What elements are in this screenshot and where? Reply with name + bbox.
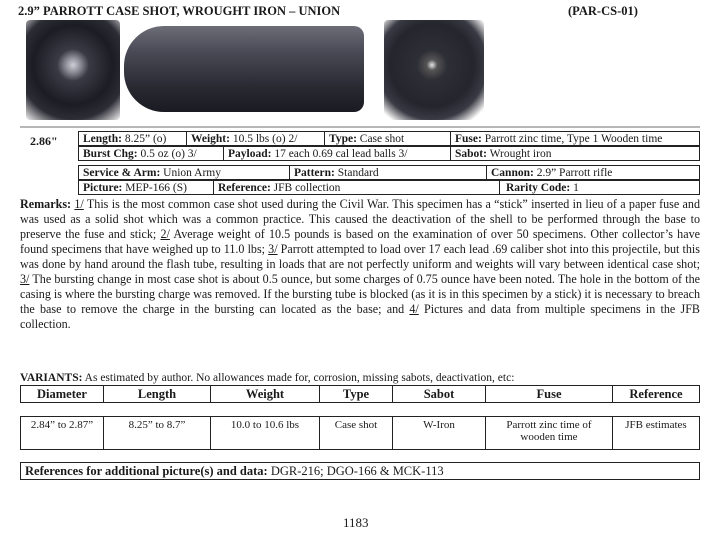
header-reference: Reference <box>613 386 700 403</box>
burst-value: 0.5 oz (o) 3/ <box>140 148 197 160</box>
reference-cell <box>213 180 500 195</box>
picture-cell <box>78 180 214 195</box>
sabot-cell <box>450 146 700 161</box>
shell-base-photo <box>26 20 120 120</box>
cannon-cell <box>486 165 700 180</box>
weight-cell <box>186 131 325 146</box>
type-cell <box>324 131 451 146</box>
header-length: Length <box>104 386 211 403</box>
table-row <box>21 417 700 450</box>
remarks-text-2: Average weight of 10.5 pounds is based on the examination of over 50 specimens. Other collector’s have found specimens that have weighed up to 11.0 lbs; <box>20 227 700 256</box>
note-3b-marker: 3/ <box>20 272 30 286</box>
cell-diameter: 2.84” to 2.87” <box>21 417 104 450</box>
variants-caption <box>20 372 514 384</box>
references-label: References for additional picture(s) and data: <box>25 464 268 478</box>
remarks-text-1: This is the most common case shot used during the Civil War. This specimen has a “stick” inserted in lieu of a paper fuse and was used as a solid shot which was a common practice. This caused the deactivation of the shell to be performed through the base to preserve the fuse and stick; <box>20 197 700 241</box>
variants-header-table <box>20 385 700 403</box>
remarks-paragraph <box>20 197 700 332</box>
document-title: 2.9” PARROTT CASE SHOT, WROUGHT IRON – UNION <box>18 4 341 18</box>
cell-length: 8.25” to 8.7” <box>104 417 211 450</box>
cannon-value: 2.9” Parrott rifle <box>536 167 613 179</box>
note-4-marker: 4/ <box>409 302 419 316</box>
divider-bar <box>20 126 700 128</box>
picture-label: Picture: <box>83 182 123 194</box>
header-fuse: Fuse <box>486 386 613 403</box>
fuse-cell <box>450 131 700 146</box>
shell-nose-photo <box>384 20 484 120</box>
sabot-label: Sabot: <box>455 148 487 160</box>
pattern-cell <box>289 165 487 180</box>
payload-cell <box>223 146 451 161</box>
catalog-code: (PAR-CS-01) <box>568 4 638 18</box>
references-value: DGR-216; DGO-166 & MCK-113 <box>267 464 444 478</box>
burst-charge-cell <box>78 146 224 161</box>
weight-label: Weight: <box>191 133 230 145</box>
page-number: 1183 <box>343 515 369 530</box>
reference-value: JFB collection <box>273 182 341 194</box>
header-diameter: Diameter <box>21 386 104 403</box>
remarks-text-5: Pictures and data from multiple specimens in the JFB collection. <box>20 302 700 331</box>
cell-type: Case shot <box>320 417 393 450</box>
remarks-text-4: The bursting change in most case shot is about 0.5 ounce, but some charges of 0.75 ounce have been noted. The hole in the bottom of the casing is where the bursting charge was removed. If the bursting tube is blocked (as it is in this specimen by a stick) it is necessary to breach the base to remove the charge in the bursting can located as the base; and <box>20 272 700 316</box>
remarks-label: Remarks: <box>20 197 72 211</box>
note-2-marker: 2/ <box>160 227 170 241</box>
sabot-value: Wrought iron <box>489 148 552 160</box>
header-type: Type <box>320 386 393 403</box>
reference-label: Reference: <box>218 182 271 194</box>
rarity-cell <box>499 180 700 195</box>
length-cell <box>78 131 187 146</box>
header-weight: Weight <box>211 386 320 403</box>
length-value: 8.25” (o) <box>124 133 167 145</box>
picture-value: MEP-166 (S) <box>125 182 187 194</box>
cell-sabot: W-Iron <box>393 417 486 450</box>
service-cell <box>78 165 290 180</box>
fuse-value: Parrott zinc time, Type 1 Wooden time <box>484 133 663 145</box>
payload-value: 17 each 0.69 cal lead balls 3/ <box>274 148 408 160</box>
shell-side-photo <box>124 26 364 112</box>
burst-label: Burst Chg: <box>83 148 138 160</box>
type-label: Type: <box>329 133 357 145</box>
variants-label: VARIANTS: <box>20 372 83 384</box>
payload-label: Payload: <box>228 148 272 160</box>
cell-weight: 10.0 to 10.6 lbs <box>211 417 320 450</box>
fuse-label: Fuse: <box>455 133 482 145</box>
weight-value: 10.5 lbs (o) 2/ <box>232 133 298 145</box>
note-3-marker: 3/ <box>268 242 278 256</box>
pattern-value: Standard <box>337 167 379 179</box>
variants-note: As estimated by author. No allowances made for, corrosion, missing sabots, deactivation, etc: <box>82 372 515 384</box>
rarity-value: 1 <box>573 182 579 194</box>
rarity-label: Rarity Code: <box>506 182 571 194</box>
cell-fuse: Parrott zinc time of wooden time <box>486 417 613 450</box>
remarks-text-3: Parrott attempted to load over 17 each lead .69 caliber shot into this projectile, but this was done by hand around the flash tube, resulting in loads that are not perfectly uniform and weights will vary between identical case shot; <box>20 242 700 271</box>
service-value: Union Army <box>163 167 221 179</box>
cannon-label: Cannon: <box>491 167 534 179</box>
diameter-value: 2.86" <box>30 134 58 148</box>
header-sabot: Sabot <box>393 386 486 403</box>
type-value: Case shot <box>359 133 405 145</box>
service-label: Service & Arm: <box>83 167 161 179</box>
cell-reference: JFB estimates <box>613 417 700 450</box>
length-label: Length: <box>83 133 122 145</box>
note-1-marker: 1/ <box>74 197 84 211</box>
variants-data-table <box>20 416 700 450</box>
references-box <box>20 462 700 480</box>
pattern-label: Pattern: <box>294 167 335 179</box>
